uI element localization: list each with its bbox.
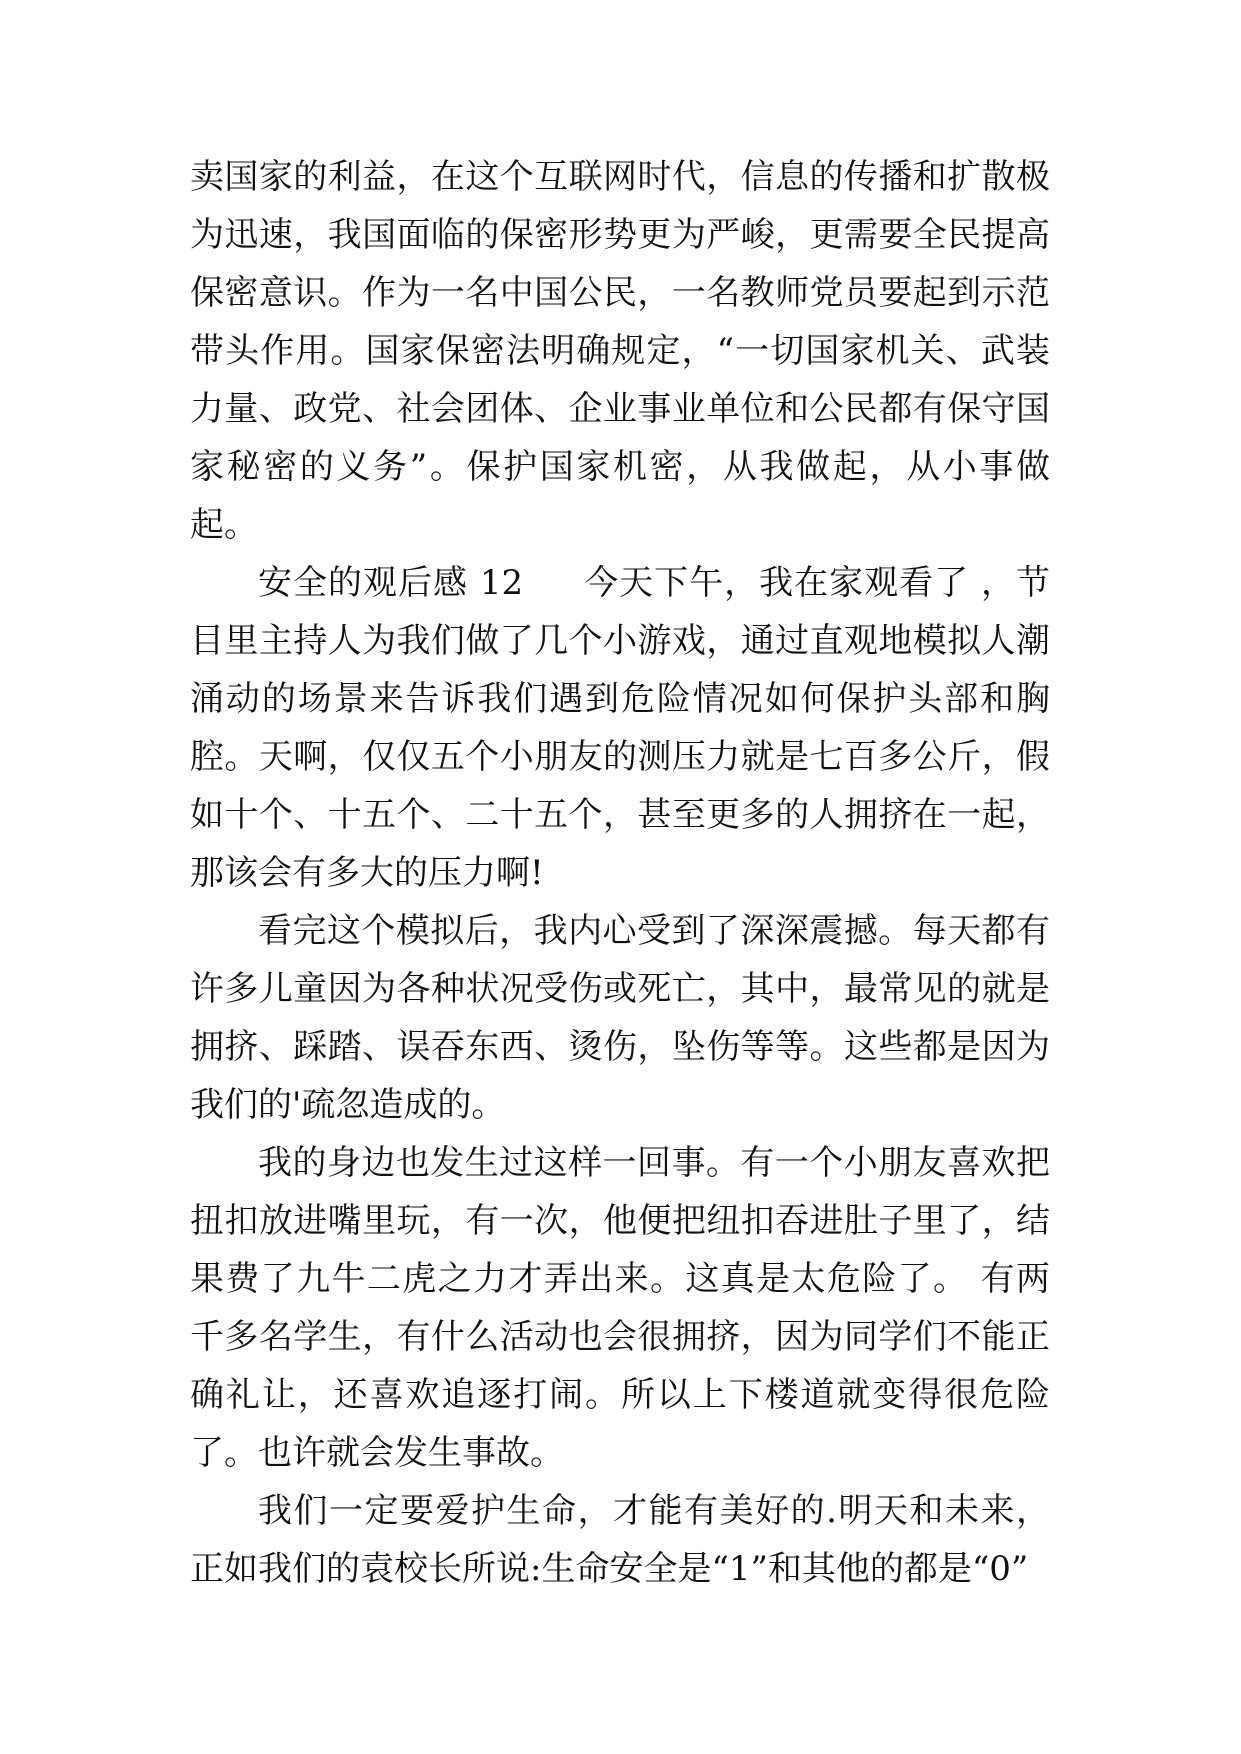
paragraph-4: 我的身边也发生过这样一回事。有一个小朋友喜欢把扭扣放进嘴里玩，有一次，他便把纽扣吞进肚子里了，结果费了九牛二虎之力才弄出来。这真是太危险了。 有两千多名学生，有什么活动也会很拥挤，因为同学们不能正确礼让，还喜欢追逐打闹。所以上下楼道就变得很危险了。也许就会发生事故。	[190, 1143, 1050, 1473]
paragraph-1: 卖国家的利益，在这个互联网时代，信息的传播和扩散极为迅速，我国面临的保密形势更为严峻，更需要全民提高保密意识。作为一名中国公民，一名教师党员要起到示范带头作用。国家保密法明确规定，“一切国家机关、武装力量、政党、社会团体、企业事业单位和公民都有保守国家秘密的义务”。保护国家机密，从我做起，从小事做起。	[190, 157, 1050, 545]
paragraph-2-heading: 安全的观后感 12	[258, 563, 524, 603]
document-body	[190, 148, 1050, 1598]
paragraph-2	[190, 554, 1050, 902]
paragraph-2-body: 今天下午，我在家观看了 ，节目里主持人为我们做了几个小游戏，通过直观地模拟人潮涌动的场景来告诉我们遇到危险情况如何保护头部和胸腔。天啊，仅仅五个小朋友的测压力就是七百多公斤，假如十个、十五个、二十五个，甚至更多的人拥挤在一起，那该会有多大的压力啊!	[190, 563, 1050, 893]
paragraph-5: 我们一定要爱护生命，才能有美好的.明天和未来，正如我们的袁校长所说:生命安全是“1”和其他的都是“0”	[190, 1491, 1050, 1589]
paragraph-3: 看完这个模拟后，我内心受到了深深震撼。每天都有许多儿童因为各种状况受伤或死亡，其中，最常见的就是拥挤、踩踏、误吞东西、烫伤，坠伤等等。这些都是因为我们的'疏忽造成的。	[190, 911, 1050, 1125]
